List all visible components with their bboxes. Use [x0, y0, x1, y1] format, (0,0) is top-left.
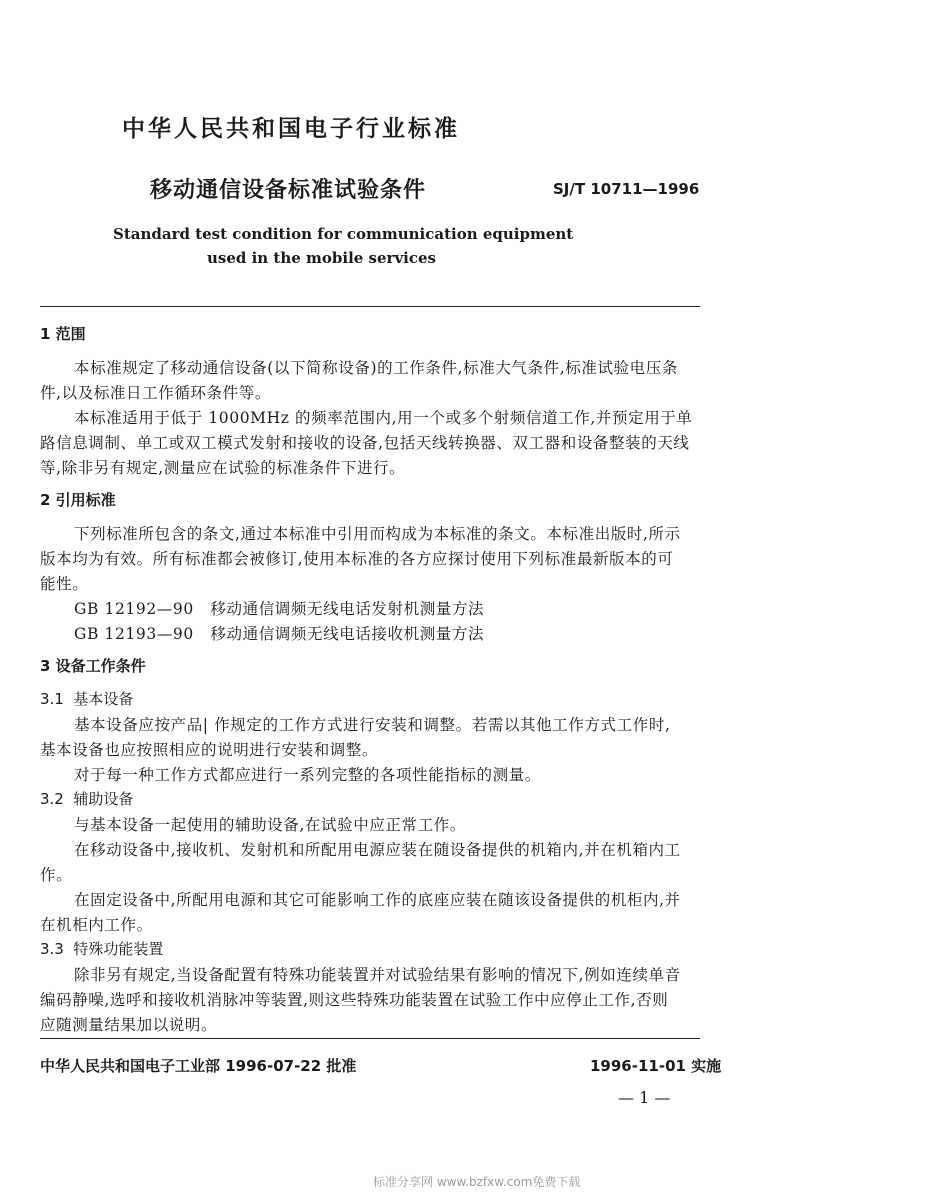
document-title: 移动通信设备标准试验条件 — [150, 178, 427, 203]
section-3-1-paragraph-line: 基本设备也应按照相应的说明进行安装和调整。 — [40, 741, 379, 759]
section-1-heading: 1 范围 — [40, 325, 86, 343]
section-1-paragraph-line: 等,除非另有规定,测量应在试验的标准条件下进行。 — [40, 459, 406, 477]
standard-code: SJ/T 10711—1996 — [553, 180, 700, 198]
section-2-paragraph-line: 版本均为有效。所有标准都会被修订,使用本标准的各方应探讨使用下列标准最新版本的可 — [40, 550, 674, 568]
section-3-2-paragraph-line: 在移动设备中,接收机、发射机和所配用电源应装在随设备提供的机箱内,并在机箱内工 — [74, 841, 681, 859]
section-3-3-paragraph-line: 除非另有规定,当设备配置有特殊功能装置并对试验结果有影响的情况下,例如连续单音 — [74, 966, 681, 984]
header-divider — [40, 306, 700, 307]
section-3-3-heading: 3.3 特殊功能装置 — [40, 940, 164, 958]
section-1-paragraph-line: 路信息调制、单工或双工模式发射和接收的设备,包括天线转换器、双工器和设备整装的天线 — [40, 434, 690, 452]
section-3-2-paragraph-line: 在固定设备中,所配用电源和其它可能影响工作的底座应装在随该设备提供的机柜内,并 — [74, 891, 681, 909]
page-number: — 1 — — [618, 1088, 671, 1107]
reference-gb-12193: GB 12193—90 移动通信调频无线电话接收机测量方法 — [74, 625, 485, 643]
section-2-paragraph-line: 能性。 — [40, 575, 89, 593]
approval-statement: 中华人民共和国电子工业部 1996-07-22 批准 — [40, 1057, 357, 1075]
section-1-paragraph-line: 本标准适用于低于 1000MHz 的频率范围内,用一个或多个射频信道工作,并预定用于单 — [74, 409, 693, 427]
section-3-2-paragraph-line: 作。 — [40, 866, 73, 884]
english-title-line-2: used in the mobile services — [207, 249, 436, 267]
section-3-2-heading: 3.2 辅助设备 — [40, 790, 134, 808]
section-3-3-paragraph-line: 应随测量结果加以说明。 — [40, 1016, 218, 1034]
section-3-1-heading: 3.1 基本设备 — [40, 690, 134, 708]
section-3-heading: 3 设备工作条件 — [40, 657, 146, 675]
section-3-1-paragraph-line: 对于每一种工作方式都应进行一系列完整的各项性能指标的测量。 — [74, 766, 541, 784]
section-3-2-paragraph-line: 在机柜内工作。 — [40, 916, 153, 934]
watermark: 标准分享网 www.bzfxw.com免费下载 — [373, 1175, 581, 1189]
section-2-paragraph-line: 下列标准所包含的条文,通过本标准中引用而构成为本标准的条文。本标准出版时,所示 — [74, 525, 681, 543]
reference-gb-12192: GB 12192—90 移动通信调频无线电话发射机测量方法 — [74, 600, 485, 618]
section-1-paragraph-line: 件,以及标准日工作循环条件等。 — [40, 384, 271, 402]
industry-title: 中华人民共和国电子行业标准 — [122, 116, 460, 142]
section-1-paragraph-line: 本标准规定了移动通信设备(以下简称设备)的工作条件,标准大气条件,标准试验电压条 — [74, 359, 678, 377]
section-3-2-paragraph-line: 与基本设备一起使用的辅助设备,在试验中应正常工作。 — [74, 816, 466, 834]
english-title-line-1: Standard test condition for communication equipment — [113, 225, 574, 243]
footer-divider — [40, 1038, 700, 1039]
section-3-1-paragraph-line: 基本设备应按产品| 作规定的工作方式进行安装和调整。若需以其他工作方式工作时, — [74, 716, 671, 734]
section-2-heading: 2 引用标准 — [40, 491, 116, 509]
section-3-3-paragraph-line: 编码静噪,选呼和接收机消脉冲等装置,则这些特殊功能装置在试验工作中应停止工作,否则 — [40, 991, 669, 1009]
implementation-date: 1996-11-01 实施 — [590, 1057, 722, 1075]
